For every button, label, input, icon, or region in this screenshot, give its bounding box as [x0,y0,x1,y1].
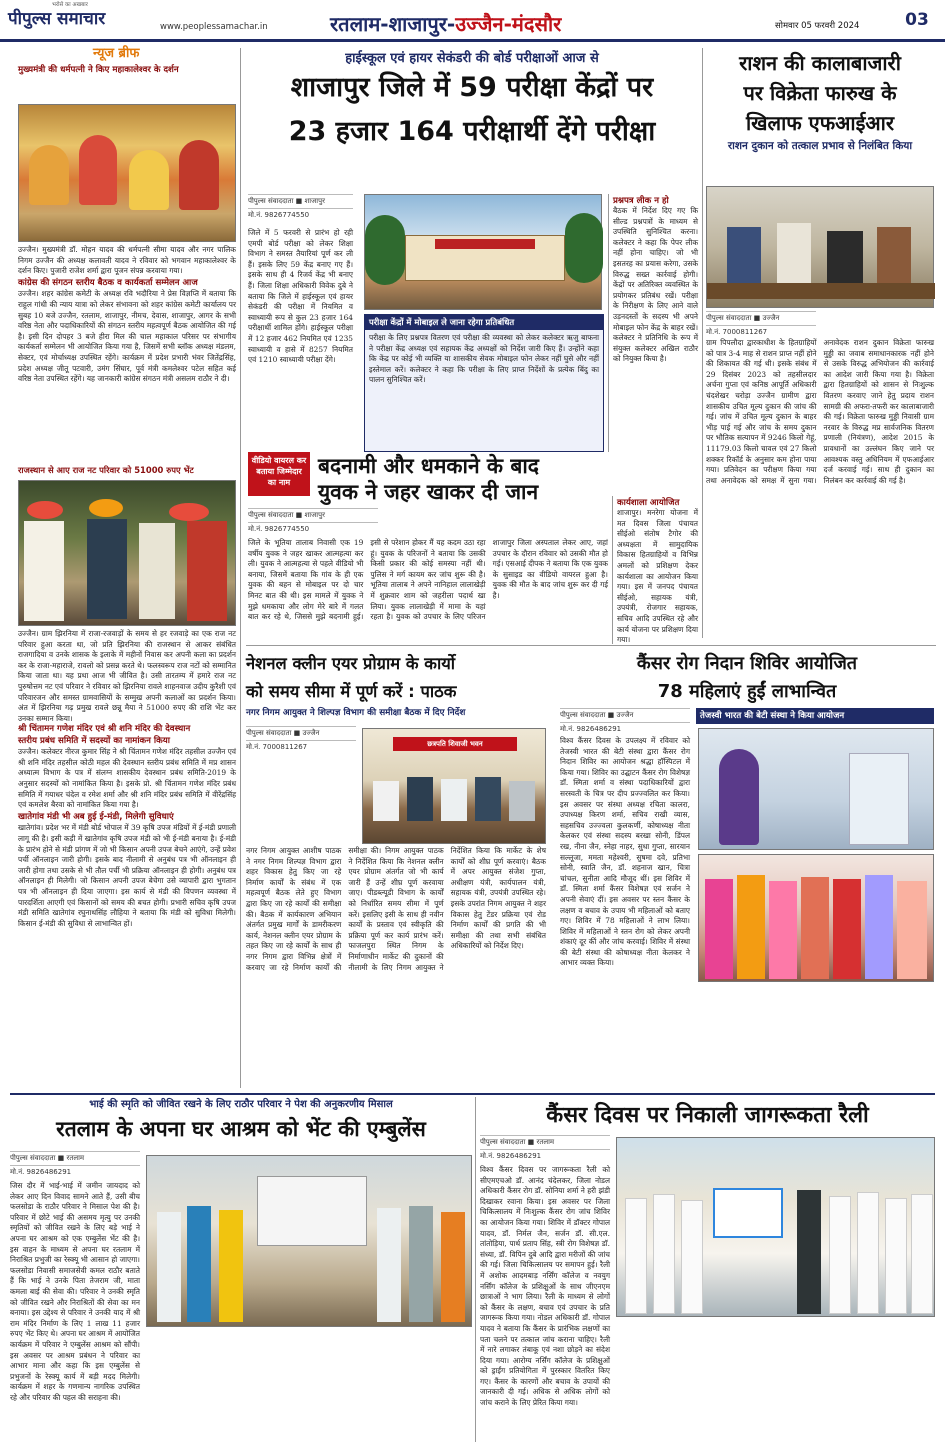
photo-exam-school [364,194,602,310]
suicide-headline-2: युवक ने जहर खाकर दी जान [318,480,539,504]
brief-headline-2: कांग्रेस की संगठन स्तरीय बैठक व कार्यकर्ता सम्मेलन आज [18,277,198,288]
exam-story [246,48,698,453]
photo-mahakal-darshan [18,104,236,242]
clean-body: नगर निगम आयुक्त आशीष पाठक ने नगर निगम शिल्पज्ञ विभाग द्वारा शहर विकास हेतु किए जा रहे निर्माण कार्यों के संबंध में एक महत्वपूर्ण बैठक लेते हुए विभाग द्वारा किए जा रहे कार्यों की समीक्षा की। बैठक में कार्यकारण अभियान अंतर्गत प्रमुख मार्गों के डामरीकरण कार्य, नेशनल क्लीन एयर प्रोग्राम के तहत किए जा रहे कार्यों के साथ ही नगर निगम द्वारा विभिन्न क्षेत्रों में करवाए जा रहे निर्माण कार्यों की समीक्षा की। निगम आयुक्त पाठक ने निर्देशित किया कि नेशनल क्लीन एयर प्रोग्राम अंतर्गत जो भी कार्य जारी हैं उन्हें शीघ्र पूर्ण करवाया जाए। पीडब्ल्यूडी विभाग के कार्यों को निर्धारित समय सीमा में पूर्ण करें। इसलिए इसी के साथ ही नवीन कार्यों के प्रस्ताव एवं स्वीकृति की प्रक्रिया पूर्ण कर कार्य प्रारंभ करें। फाजलपुरा स्थित निगम के निर्माणाधीन मार्केट की दुकानों की नीलामी के लिए निगम आयुक्त ने निर्देशित किया कि मार्केट के शेष कार्यों को शीघ्र पूर्ण करवाएं। बैठक में अपर आयुक्त संजेश गुप्ता, अधीक्षण यंत्री, कार्यपालन यंत्री, सहायक यंत्री, उपयंत्री उपस्थित रहे। इसके उपरांत निगम आयुक्त ने शहर विकास हेतु टेंडर प्रक्रिया एवं रोड निर्माण कार्यों की प्रगति की भी समीक्षा की तथा सभी संबंधित अधिकारियों को निर्देश दिए। [246,846,546,972]
brief-headline-4a: श्री चिंतामन गणेश मंदिर एवं श्री शनि मंदिर की देवस्थान [18,724,191,734]
workshop-side [612,496,698,644]
ration-headline-2: पर विक्रेता फारुख के [743,81,897,105]
mobile-ban-box [364,314,604,452]
brief-body-3: उज्जैन। ग्राम झिरनिया में राजा-रजवाड़ों के समय से हर रजवाड़े का एक राज नट परिवार हुआ करता था, जो प्रति झिरनिया की राजस्थान से आकर संबंधित राजगादिया व उनके शासक के इलाके में महीनों निवास कर अपनी कला का प्रदर्शन कर के राजा-महाराजे, रावलो को प्रसन्न करते थे। फलस्वरूप राज नटों को सम्मानित किया जाता था। यह प्रथा आज भी जीवित है। उसी तारतम्य में हमारे राज नट पुरुषोत्तम नट एवं परिवार ने रविवार को झिरनिया रावले शाहनवाज उदीय कुरैशी एवं परिवारजन और समस्त ग्रामवासियों के सम्मुख अपनी कलाओं का प्रदर्शन किया। अंत में झिरनिया गढ़ प्रमुख रावले छन्नू मैया ने 51000 रुपए की राशि भेंट कर उनका सम्मान किया। [18,629,236,723]
cancer-mobile: मो.नं. 9826486291 [560,725,622,733]
brief-headline-5: खातेगांव मंडी भी अब हुई ई-मंडी, मिलेगी सुविधाएं [18,811,174,822]
brief-lower-block [18,720,236,1090]
issue-date: सोमवार 05 फरवरी 2024 [775,21,860,31]
brief-body-2: उज्जैन। शहर कांग्रेस कमेटी के अध्यक्ष रवि भदौरिया ने प्रेस विज्ञप्ति में बताया कि राहुल गांधी की न्याय यात्रा को लेकर संभावना को शहर कांग्रेस कमेटी कार्यालय पर सुबह 10 बजे उज्जैन, रतलाम, शाजापुर, नीमच, देवास, शाजापुर, आगर के सभी वरिष्ठ नेता और पदाधिकारियों की संगठन स्तरीय महत्वपूर्ण बैठक आयोजित की गई है। इसी दिन दोपहर 3 बजे हीरा मिल की चाल महाकाल परिसर पर संभागीय कार्यकर्ता सम्मेलन भी आयोजित किया गया है, जिसमें सभी ब्लॉक अध्यक्ष मंडलम, सेक्टर, एवं मोर्चाध्यक्ष उपस्थित रहेंगे। कार्यक्रम में प्रदेश प्रभारी भंवर जितेंद्रसिंह, प्रदेश अध्यक्ष जीतू पटवारी, उमंग सिंघार, पूर्व मंत्री कमलेश्वर पटेल सहित कई वरिष्ठ नेता उपस्थित रहेंगे। यह जानकारी कांग्रेस संगठन मंत्री असलम राठौर ने दी। [18,289,236,384]
column-divider-bottom [475,1097,476,1442]
masthead [0,0,945,42]
clean-air-story [246,650,546,1092]
exam-byline: पीपुल्स संवाददाता ■ शाजापुर [248,194,353,209]
site-url[interactable]: www.peoplessamachar.in [160,22,268,32]
cancer-body: विश्व कैंसर दिवस के उपलक्ष्य में रविवार को तेजस्वी भारत की बेटी संस्था द्वारा कैंसर रोग निदान शिविर का आयोजन श्रद्धा हॉस्पिटल में किया गया। शिविर का उद्घाटन कैंसर रोग विशेषज्ञ डॉ. स्मिता शर्मा व संस्था पदाधिकारियों द्वारा सरस्वती के चित्र पर दीप प्रज्ज्वलित कर किया। इस अवसर पर संस्था अध्यक्ष रचिता कालरा, उपाध्यक्ष किरण शर्मा, सचिव राखी व्यास, सहसचिव उज्ज्वला कुलकर्णी, कोषाध्यक्ष नीता केलकर एवं संस्था सदस्य बरखा सोनी, डिंपल रख, नीना जैन, स्नेहा नाहर, सुधा गुप्ता, सारयान सल्लूजा, ममता महेश्वरी, सुषमा दवे, प्रतिभा सोनी, स्वाति जैन, डॉ. शहनाज खान, चित्रा चांचल, सुनीता आदि मौजूद थीं। इस शिविर में डॉ. स्मिता शर्मा कैंसर विशेषज्ञ एवं सर्जन ने अपनी सेवाएं दीं। इस अवसर पर स्तन कैंसर के लक्षण व बचाव के उपाय भी महिलाओं को बताए गए। शिविर में 78 महिलाओं ने लाभ लिया। शिविर में महिलाओं ने स्तन रोग को लेकर अपनी शंकाएं दूर कीं और जांच करवाई। शिविर में संस्था की बेटी संस्था की कोषाध्यक्ष नीता केलकर ने आभार व्यक्त किया। [560,736,690,968]
rally-body-lower [616,1320,935,1440]
ambulance-byline: पीपुल्स संवाददाता ■ रतलाम [10,1151,140,1166]
paper-leak-text: बैठक में निर्देश दिए गए कि सील्ड प्रश्नपत्रों के माध्यम से उपस्थिति सुनिश्चित करना। कलेक्टर ने कहा कि पेपर लीक नहीं होना चाहिए। जो भी इसतरह का प्रयास करेगा, उसके विरुद्ध सख्त कार्रवाई होगी। केंद्रों पर अतिरिक्त व्यवस्थित के प्रयोगकर प्रतिबंध रखें। परीक्षा के निरीक्षण के लिए आने वाले उड़नदस्तों के सदस्य भी अपने मोबाइल फोन केंद्र के बाहर रखें। कलेक्टर ने प्रतिनिधि के रूप में संयुक्त कलेक्टर अखिल राठौर को नियुक्त किया है। [613,206,698,364]
page-number: 03 [905,10,929,30]
mobile-ban-heading: परीक्षा केंद्रों में मोबाइल ले जाना रहेगा प्रतिबंधित [365,315,603,330]
ambulance-body: जिस दौर में भाई-भाई में जमीन जायदाद को लेकर आए दिन विवाद सामने आते हैं, उसी बीच फलसोडा के राठौर परिवार ने मिसाल पेश की है। परिवार में छोटे भाई की असमय मृत्यु पर उनकी स्मृतियों को जीवित रखने के लिए बड़े भाई ने अपना घर आश्रम को एक एम्बुलेंस भेंट की है। इस वाहन के माध्यम से अपना घर रतलाम में निराश्रित प्रभुजी का रेस्क्यू भी आसान हो जाएगा। फलसोडा निवासी समाजसेवी कमल राठौर बताते हैं कि भाई ने उनके पिता तेजराम जी, माता कमला बाई की सेवा की। परिवार ने उनकी स्मृति को जीवित रखने और निराश्रितों की सेवा का मन बनाया। इस उद्देश्य से परिवार ने उनकी याद में श्री राम मंदिर निर्माण के लिए 1 लाख 11 हजार रुपए भेंट किए थे। अपना घर आश्रम में आयोजित कार्यक्रम में परिवार ने एम्बुलेंस आश्रम को सौंपी। इस अवसर पर आश्रम प्रबंधन ने परिवार का आभार माना और कहा कि इस एम्बुलेंस से प्रभुजनों के रेस्क्यू कार्य में बड़ी मदद मिलेगी। कार्यक्रम में शहर के गणमान्य नागरिक उपस्थित रहे और परिवार की पहल की सराहना की। [10,1181,140,1402]
page-section-title [330,10,690,38]
ration-byline: पीपुल्स संवाददाता ■ उज्जैन [706,311,816,326]
exam-body: जिले में 5 फरवरी से प्रारंभ हो रही एमपी बोर्ड परीक्षा को लेकर शिक्षा विभाग ने समस्त तैयारियां पूर्ण कर ली हैं। इसके लिए 59 केंद्र बनाए गए हैं। इसके साथ ही 4 रिजर्व केंद्र भी बनाए हैं। जिला शिक्षा अधिकारी विवेक दुबे ने बताया कि जिले में हाईस्कूल एवं हायर सेकंडरी की परीक्षा में नियमित व स्वाध्यायी रूप से कुल 23 हजार 164 परीक्षार्थी शामिल होंगे। हाईस्कूल परीक्षा में 12 हजार 462 नियमित एवं 1235 स्वाध्यायी व हासे में 8257 नियमित एवं 1210 स्वाध्यायी परीक्षा देंगे। [248,228,353,365]
paper-leak-heading: प्रश्नपत्र लीक न हो [613,196,669,206]
meeting-banner: छत्रपति शिवाजी भवन [393,737,517,751]
exam-kicker: हाईस्कूल एवं हायर सेकंडरी की बोर्ड परीक्षाओं आज से [345,51,599,66]
ration-mobile: मो.नं. 7000811267 [706,328,768,336]
brief-headline-4b: स्तरीय प्रबंध समिति में सदस्यों का नामांकन किया [18,735,170,746]
brand-logo[interactable]: पीपुल्स समाचार [8,9,106,29]
cancer-headline-2: 78 महिलाएं हुईं लाभान्वित [657,681,837,702]
photo-rally-group [616,1137,935,1317]
workshop-text: शाजापुर। मनरेगा योजना में मत दिवस जिला पंचायत सीईओ संतोष टैगोर की अध्यक्षता में सामुदायिक विकास हितग्राहियों व विभिन्न अमलों को प्रशिक्षण देकर कार्यशाला का आयोजन किया गया। इस में जनपद पंचायत सीईओ, सहायक यंत्री, उपयंत्री, रोजगार सहायक, सचिव आदि उपस्थित रहे और कार्य योजना पर प्रशिक्षण दिया गया। [617,508,698,645]
brief-headline-1: मुख्यमंत्री की धर्मपत्नी ने किए महाकालेश्वर के दर्शन [18,65,179,75]
photo-raj-nat-family [18,480,236,626]
cancer-body-col2 [698,984,934,1090]
clean-headline-2: को समय सीमा में पूर्ण करें : पाठक [246,682,457,701]
brand-tagline: भरोसे का अखबार [52,2,88,8]
rally-byline: पीपुल्स संवाददाता ■ रतलाम [480,1135,610,1150]
cancer-camp-story [560,650,934,1092]
exam-headline-2: 23 हजार 164 परीक्षार्थी देंगे परीक्षा [288,116,656,147]
ambulance-headline: रतलाम के अपना घर आश्रम को भेंट की एम्बुलेंस [56,1117,426,1141]
news-brief-label: न्यूज ब्रीफ [93,46,140,61]
photo-cancer-camp-group [698,854,934,982]
section-title-part-b: उज्जैन-मंदसौर [455,12,562,36]
clean-byline: पीपुल्स संवाददाता ■ उज्जैन [246,726,356,741]
column-divider-right [702,48,703,638]
ration-subheadline: राशन दुकान को तत्काल प्रभाव से निलंबित किया [727,140,913,152]
paper-leak-box [608,194,698,452]
brief-body-5: खातेगांव। प्रदेश भर में मंडी बोर्ड भोपाल में 39 कृषि उपज मंडियों में ई-मंडी प्रणाली लागू की है। इसी कड़ी में खातेगांव कृषि उपज मंडी को भी ई-मंडी बनाया है। ई-मंडी के प्रारंभ होने से मंडी प्रांगण में जो भी किसान अपनी उपज बेचने आएंगे, उन्हें प्रवेश पर्ची ऑनलाइन जारी होगी। इसके बाद नीलामी से अनुबंध पत्र भी ऑनलाइन ही जारी होगा तथा उसके से भी तौल पर्ची भी प्रक्रिया ऑनलाइन ही होगी। अनुबंध पत्र ऑनलाइन ही मिलेगी। जो किसान अपनी उपज बेचेगा उसे व्यापारी द्वारा भुगतान पत्र भी ऑनलाइन ही दिया जाएगा। इस कार्य से मंडी की विपणन व्यवस्था में पारदर्शिता आएगी एवं किसानों को समय की बचत होगी। प्रभारी सचिव कृषि उपज मंडी समिति खातेगांव रघुनाथसिंह लौहिया ने बताया कि मंडी को सुविधा मिलेगी। किसान ई-मंडी की सुविधा से लाभान्वित हों। [18,823,236,928]
ration-story [706,48,934,640]
section-divider-bottom [10,1093,935,1095]
photo-ration-inspection [706,186,934,308]
mobile-ban-text: परीक्षा के लिए प्रश्नपत्र वितरण एवं परीक्षा की व्यवस्था को लेकर कलेक्टर ऋजु बाफना ने परीक्षा केंद्र अध्यक्ष एवं सहायक केंद्र अध्यक्षों को निर्देश जारी किए हैं। उन्होंने कहा कि केंद्र पर कोई भी व्यक्ति या शासकीय सेवक मोबाइल फोन लेकर नहीं घुसे और नहीं इस्तेमाल करें। कलेक्टर ने कहा कि परीक्षा के लिए प्राप्त निर्देशों के प्रत्येक बिंदु का पालन सुनिश्चित करें। [369,333,599,385]
ration-headline-1: राशन की कालाबाजारी [739,51,901,75]
rally-headline: कैंसर दिवस पर निकाली जागरूकता रैली [546,1103,869,1128]
ambulance-kicker: भाई की स्मृति को जीवित रखने के लिए राठौर परिवार ने पेश की अनुकरणीय मिसाल [89,1099,393,1110]
suicide-headline-1: बदनामी और धमकाने के बाद [318,454,539,478]
suicide-body: जिले के भूतिया तालाब निवासी एक 19 वर्षीय युवक ने जहर खाकर आत्महत्या कर ली। युवक ने आत्महत्या से पहले वीडियो भी बनाया, जिसमें बताया कि गांव के ही एक युवक की बहन से मोबाइल पर दो चार मिनट बात की थी। इस मामले में युवक ने मुझे धमकाया और लोग मेरे बारे में गलत बात कर रहे थे, जिससे मुझे बदनामी हुई। इसी से परेशान होकर मैं यह कदम उठा रहा हूं। युवक के परिजनों ने बताया कि उसकी किसी प्रकार की कोई समस्या नहीं थी। पुलिस ने मर्ग कायम कर जांच शुरू की है। भूतिया तालाब ने अपने नानिहाल लालाखेड़ी में शुक्रवार शाम को जहरीला पदार्थ खा लिया। युवक लालाखेड़ी में मामा के यहां रहता है। युवक को उपचार के लिए परिजन शाजापुर जिला अस्पताल लेकर आए, जहां उपचार के दौरान रविवार को उसकी मौत हो गई। एसआई दीपक ने बताया कि एक युवक के सुसाइड का वीडियो वायरल हुआ है। युवक की मौत के बाद जांच शुरू कर दी गई है। [248,538,608,622]
exam-headline-1: शाजापुर जिले में 59 परीक्षा केंद्रों पर [290,72,654,103]
brief-headline-3: राजस्थान से आए राज नट परिवार को 51000 रुपए भेंट [18,465,194,475]
clean-subheadline: नगर निगम आयुक्त ने शिल्पज्ञ विभाग की समीक्षा बैठक में दिए निर्देश [246,708,466,718]
header-rule [0,39,945,42]
rally-body: विश्व कैंसर दिवस पर जागरूकता रैली को सीएमएचओ डॉ. आनंद चंदेलकर, जिला नोडल अधिकारी कैंसर रोग डॉ. सोनिया शर्मा ने हरी झंडी दिखाकर रवाना किया। इस अवसर पर जिला चिकित्सालय में निःशुल्क कैंसर रोग जांच शिविर का आयोजन किया गया। शिविर में डॉक्टर गोपाल यादव, डॉ. निर्मल जैन, सर्जन डॉ. सी.एल. तांतोड़िया, पार्थ प्रताप सिंह, स्त्री रोग विशेषज्ञ डॉ. संध्या, डॉ. विपिन दुबे आदि द्वारा मरीजों की जांच की गई। जिला चिकित्सालय पर समापन हुई। रैली में अशोक आदमबाड़ नर्सिंग कॉलेज व नवयुग नर्सिंग कॉलेज के प्रशिक्षुओं के साथ जीएनएम छात्राओं ने भाग लिया। रैली के माध्यम से लोगों को कैंसर के लक्षण, बचाव एवं उपचार के प्रति जागरूक किया गया। नोडल अधिकारी डॉ. गोपाल यादव ने बताया कि कैंसर के प्रारंभिक लक्षणों का पता चलने पर तत्काल जांच कराना चाहिए। रैली में नारे लगाकर तंबाकू एवं नशा छोड़ने का संदेश दिया गया। आरोग्य नर्सिंग कॉलेज के प्रशिक्षुओं को ड्राईंग प्रतियोगिता में पुरस्कार वितरित किए गए। कैंसर के कारणों और बचाव के उपायों की जानकारी दी गई। अधिक से अधिक लोगों को जांच कराने के लिए प्रेरित किया गया। [480,1165,610,1408]
cancer-sub-tag: तेजस्वी भारत की बेटी संस्था ने किया आयोजन [696,708,934,724]
cancer-byline: पीपुल्स संवाददाता ■ उज्जैन [560,708,690,723]
photo-cancer-camp-doctor [698,728,934,850]
ration-headline-3: खिलाफ एफआईआर [745,111,895,135]
photo-ambulance-handover [146,1155,472,1327]
youth-suicide-story [246,452,698,644]
section-divider-mid [246,645,936,646]
column-divider-left [240,48,241,1088]
viral-video-tag: वीडियो वायरल कर बताया जिम्मेदार का नाम [248,452,310,496]
photo-municipal-meeting [362,728,546,844]
clean-mobile: मो.नं. 7000811267 [246,743,308,751]
section-title-part-a: रतलाम-शाजापुर- [330,12,456,36]
ration-body: ग्राम पिपलौदा द्वारकाधीश के हितग्राहियों को पात्र 3-4 माह से राशन प्राप्त नहीं होने की शिकायत की गई थी। इसके संबंध में 29 दिसंबर 2023 को तहसीलदार अर्चना गुप्ता एवं कनिष्ठ आपूर्ति अधिकारी चंदशेखर चरोड़ा उज्जैन ग्रामीण द्वारा शासकीय उचित मूल्य दुकान की जांच की गई। जांच में उचित मूल्य दुकान के बाहर भीड़ पाई गई और जांच के समय दुकान पर भौतिक सत्यापन में 9246 किलो गेहूं, 11179.03 किलो चावल एवं 27 किलो शक्कर रिकॉर्ड के अनुसार कम होना पाया गया। प्रतिवेदन का परीक्षण किया गया तथा अनावेदक को समक्ष में सुना गया। अनावेदक राशन दुकान विक्रेता फारुख मुड्डी का जवाब समाधानकारक नहीं होने से उसके विरुद्ध अभियोजन की कार्रवाई का आदेश जारी किया गया है। विक्रेता द्वारा हितग्राहियों को शासन से निःशुल्क वितरण करवाए जाने हेतु प्रदाय राशन सामग्री की अफरा-तफरी कर कालाबाजारी की गई। विक्रेता फारुख मुड्डी निवासी ग्राम नरवार के विरुद्ध मप्र सार्वजनिक वितरण प्रणाली (नियंत्रण), आदेश 2015 के प्रावधानों का उल्लंघन किए जाने पर आवश्यक वस्तु अधिनियम में एफआईआर दर्ज करवाई गई। साथ ही दुकान का निलंबन कर कार्रवाई की गई है। [706,338,934,485]
suicide-byline: पीपुल्स संवाददाता ■ शाजापुर [248,508,378,523]
ambulance-mobile: मो.नं. 9826486291 [10,1168,72,1176]
ambulance-body-lower [146,1330,472,1440]
suicide-mobile: मो.नं. 9826774550 [248,525,310,533]
cancer-headline-1: कैंसर रोग निदान शिविर आयोजित [636,653,858,674]
exam-mobile: मो.नं. 9826774550 [248,211,310,219]
clean-headline-1: नेशनल क्लीन एयर प्रोग्राम के कार्यो [246,654,456,673]
rally-mobile: मो.नं. 9826486291 [480,1152,542,1160]
brief-caption-1: उज्जैन। मुख्यमंत्री डॉ. मोहन यादव की धर्मपत्नी सीमा यादव और नगर पालिक निगम उज्जैन की अध्यक्ष कलावती यादव ने रविवार को भगवान महाकालेश्वर के दर्शन किए। पुजारी राजेश शर्मा द्वारा पूजन संपन्न करवाया गया। [18,245,236,276]
brief-body-4: उज्जैन। कलेक्टर नीरज कुमार सिंह ने श्री चिंतामन गणेश मंदिर तहसील उज्जैन एवं श्री शनि मंदिर तहसील कोठी महल की देवस्थान स्तरीय प्रबंध समिति में मप्र शासन अध्यात्म विभाग के पत्र में संलग्न शासकीय देवस्थान प्रबंध समिति-2019 के अनुसार सदस्यों को नामांकित किया है। इसके प्रो. श्री चिंतामन गणेश मंदिर प्रबंध समिति में गयाधर चंदेल व रमेश शर्मा और श्री शनि मंदिर प्रबंध समिति में वीरेंद्रसिंह एवं कमलेश बैरवा को नामांकित किया गया है। [18,747,236,810]
workshop-heading: कार्यशाला आयोजित [617,498,680,508]
